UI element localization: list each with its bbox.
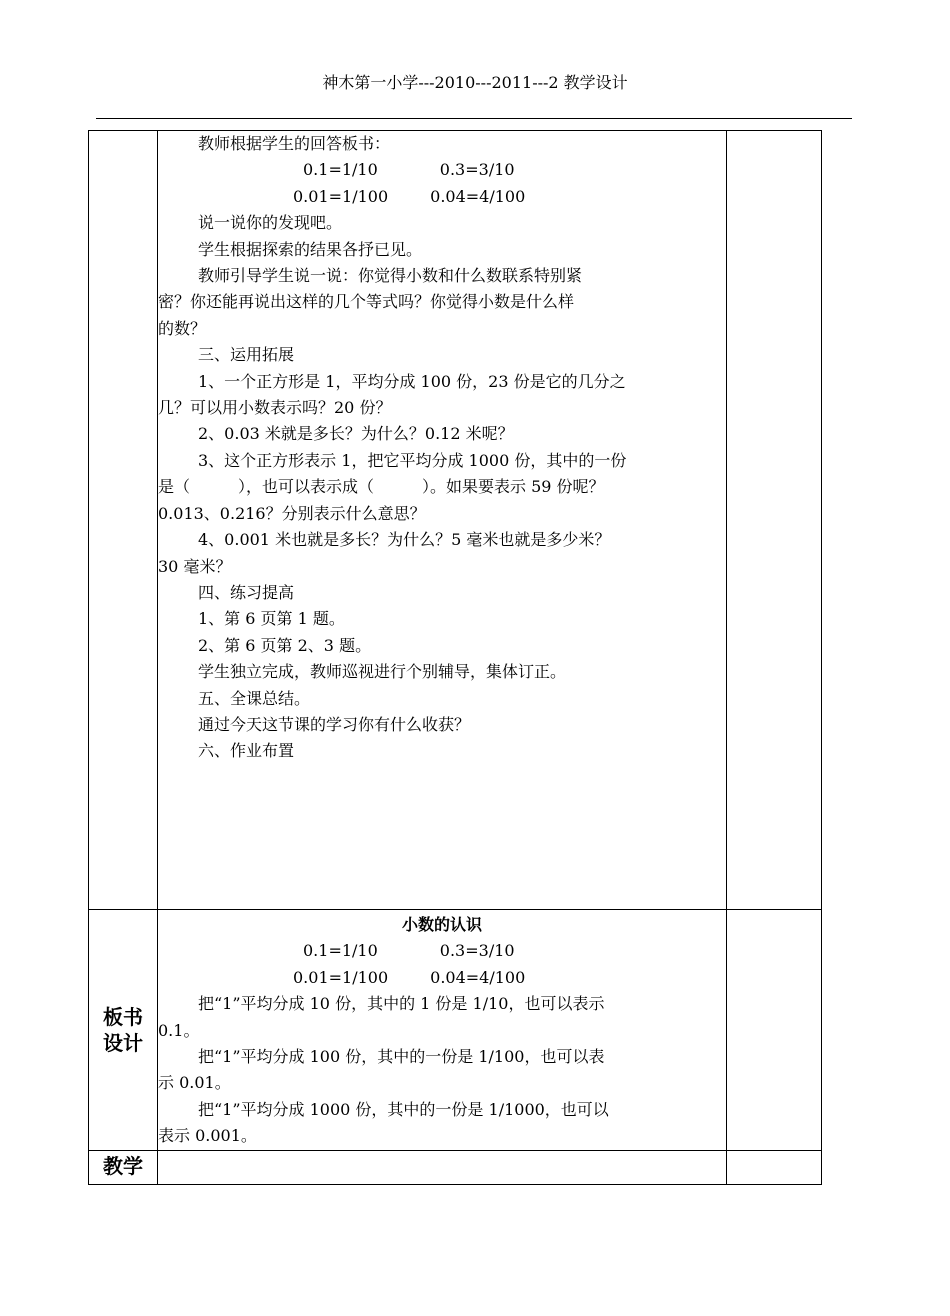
section-heading: 三、运用拓展 bbox=[198, 345, 295, 365]
reflection-label: 教学 bbox=[103, 1154, 143, 1178]
equation: 0.01=1/100 bbox=[293, 186, 389, 206]
board-line: 表示 0.001。 bbox=[158, 1126, 257, 1146]
reflection-content-cell bbox=[158, 1151, 727, 1185]
board-design-label-cell bbox=[89, 910, 158, 1151]
equation: 0.04=4/100 bbox=[430, 967, 526, 987]
lesson-plan-table bbox=[88, 130, 822, 1185]
equation-line bbox=[158, 938, 726, 964]
process-row bbox=[89, 131, 822, 910]
reflection-label-cell bbox=[89, 1151, 158, 1185]
process-line: 30 毫米？ bbox=[158, 556, 232, 576]
board-line: 把“1”平均分成 100 份，其中的一份是 1/100，也可以表 bbox=[198, 1047, 605, 1067]
process-line: 2、0.03 米就是多长？为什么？0.12 米呢？ bbox=[198, 424, 514, 444]
process-content-cell bbox=[158, 131, 727, 910]
process-line: 1、一个正方形是 1，平均分成 100 份，23 份是它的几分之 bbox=[198, 371, 626, 391]
board-design-label bbox=[89, 1004, 157, 1056]
board-design-notes-cell bbox=[727, 910, 822, 1151]
process-label-cell bbox=[89, 131, 158, 910]
process-line: 密？你还能再说出这样的几个等式吗？你觉得小数是什么样 bbox=[158, 292, 575, 312]
process-line: 教师根据学生的回答板书： bbox=[198, 134, 391, 153]
process-line: 学生根据探索的结果各抒已见。 bbox=[198, 239, 423, 259]
process-line: 1、第 6 页第 1 题。 bbox=[198, 609, 345, 629]
equation: 0.04=4/100 bbox=[430, 186, 526, 206]
process-notes-cell bbox=[727, 131, 822, 910]
equation: 0.3=3/10 bbox=[439, 941, 515, 961]
board-design-label-line: 设计 bbox=[103, 1031, 143, 1055]
equation: 0.3=3/10 bbox=[439, 160, 515, 180]
equation: 0.1=1/10 bbox=[303, 160, 378, 180]
process-line: 说一说你的发现吧。 bbox=[198, 213, 343, 233]
process-line: 是（ ），也可以表示成（ ）。如果要表示 59 份呢？ bbox=[158, 477, 605, 497]
equation-line bbox=[158, 184, 726, 210]
board-design-title: 小数的认识 bbox=[401, 915, 482, 934]
equation: 0.01=1/100 bbox=[293, 967, 389, 987]
process-line: 教师引导学生说一说：你觉得小数和什么数联系特别紧 bbox=[198, 266, 583, 286]
reflection-row bbox=[89, 1151, 822, 1185]
board-design-content-cell bbox=[158, 910, 727, 1151]
process-line: 2、第 6 页第 2、3 题。 bbox=[198, 635, 372, 655]
board-line: 0.1。 bbox=[158, 1020, 200, 1040]
section-heading: 五、全课总结。 bbox=[198, 688, 311, 708]
process-line: 的数？ bbox=[158, 318, 207, 338]
process-line: 0.013、0.216？分别表示什么意思？ bbox=[158, 503, 426, 523]
header-divider bbox=[96, 118, 852, 119]
reflection-notes-cell bbox=[727, 1151, 822, 1185]
section-heading: 六、作业布置 bbox=[198, 741, 295, 761]
board-line: 把“1”平均分成 1000 份，其中的一份是 1/1000，也可以 bbox=[198, 1099, 609, 1119]
board-design-row bbox=[89, 910, 822, 1151]
process-line: 3、这个正方形表示 1，把它平均分成 1000 份，其中的一份 bbox=[198, 450, 627, 470]
board-line: 把“1”平均分成 10 份，其中的 1 份是 1/10，也可以表示 bbox=[198, 994, 605, 1014]
equation-line bbox=[158, 157, 726, 183]
board-line: 示 0.01。 bbox=[158, 1073, 231, 1093]
process-line: 4、0.001 米也就是多长？为什么？5 毫米也就是多少米？ bbox=[198, 530, 611, 550]
process-line: 学生独立完成，教师巡视进行个别辅导，集体订正。 bbox=[198, 662, 567, 682]
equation: 0.1=1/10 bbox=[303, 941, 378, 961]
process-line: 几？可以用小数表示吗？20 份？ bbox=[158, 398, 392, 418]
section-heading: 四、练习提高 bbox=[198, 582, 295, 602]
equation-line bbox=[158, 965, 726, 991]
board-design-label-line: 板书 bbox=[103, 1005, 143, 1029]
process-line: 通过今天这节课的学习你有什么收获？ bbox=[198, 714, 471, 734]
page-header-title: 神木第一小学---2010---2011---2 教学设计 bbox=[322, 73, 628, 92]
